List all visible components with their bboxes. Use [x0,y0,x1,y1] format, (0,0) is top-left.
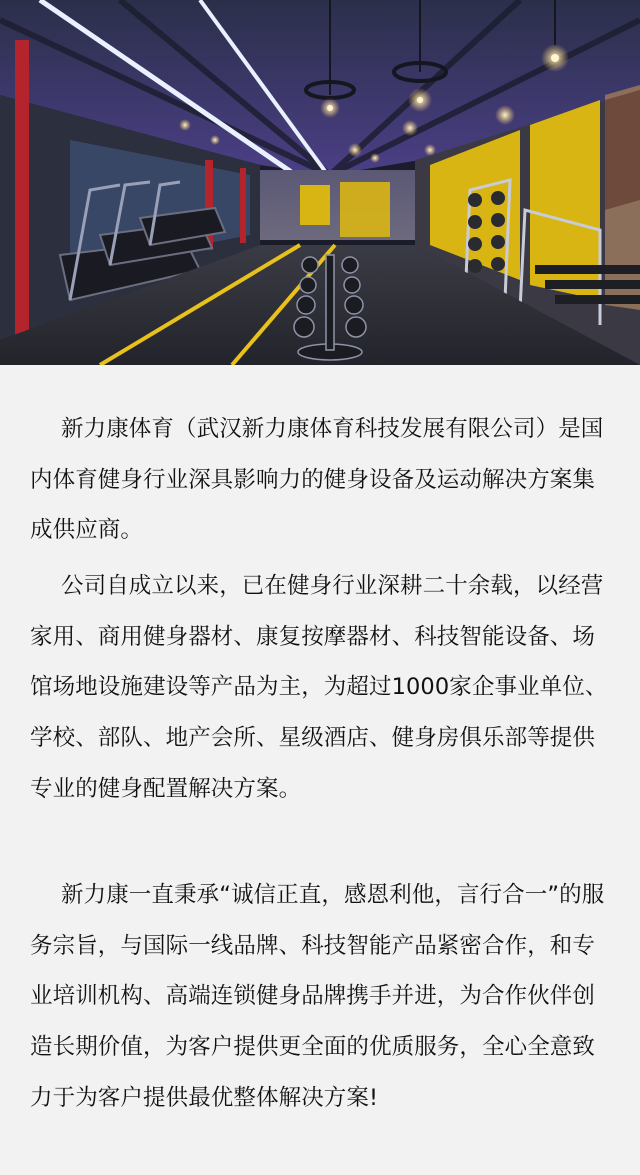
intro-paragraph: 新力康体育（武汉新力康体育科技发展有限公司）是国内体育健身行业深具影响力的健身设备及运动解决方案集成供应商。 [30,416,604,544]
mission-paragraph: 新力康一直秉承“诚信正直，感恩利他，言行合一”的服务宗旨，与国际一线品牌、科技智能产品紧密合作，和专业培训机构、高端连锁健身品牌携手并进，为合作伙伴创造长期价值，为客户提供更全面的优质服务，全心全意致力于为客户提供最优整体解决方案! [30,882,605,1111]
hero-image [0,0,640,365]
company-intro-panel [0,365,640,1175]
history-paragraph: 公司自成立以来，已在健身行业深耕二十余载，以经营家用、商用健身器材、康复按摩器材、科技智能设备、场馆场地设施建设等产品为主，为超过1000家企事业单位、学校、部队、地产会所、星级酒店、健身房俱乐部等提供专业的健身配置解决方案。 [30,573,608,802]
gym-interior-illustration [0,0,640,365]
